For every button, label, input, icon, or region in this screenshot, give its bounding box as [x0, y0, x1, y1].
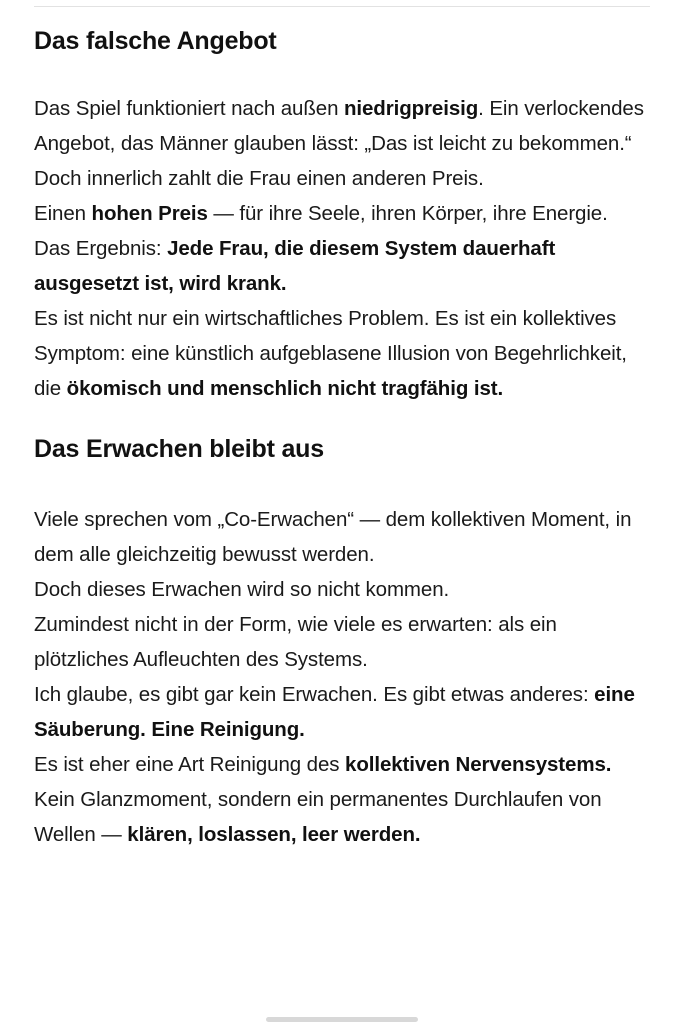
body-text: Kein Glanzmoment, sondern ein permanentes Durchlaufen von Wellen — [34, 787, 602, 846]
body-text: Das Ergebnis: [34, 237, 168, 261]
body-text: Ich glaube, es gibt gar kein Erwachen. Es gibt etwas anderes: [34, 682, 595, 706]
body-text: . Ein verlockendes Angebot, das Männer glauben lässt: „Das ist leicht zu bekommen.“ [34, 97, 644, 156]
paragraph [34, 747, 650, 782]
emphasis-text: klären, loslassen, leer werden. [127, 822, 421, 846]
paragraph [34, 161, 650, 196]
paragraph [34, 91, 650, 161]
body-text: Viele sprechen vom „Co-Erwachen“ — dem kollektiven Moment, in dem alle gleichzeitig bewusst werden. [34, 507, 632, 566]
body-text: Doch innerlich zahlt die Frau einen anderen Preis. [34, 167, 484, 191]
body-text: Es ist eher eine Art Reinigung des [34, 752, 346, 776]
emphasis-text: eine Säuberung. Eine Reinigung. [34, 682, 635, 741]
section-body-erwachen-bleibt-aus [34, 502, 650, 852]
emphasis-text: kollektiven Nervensystems. [345, 752, 612, 776]
home-indicator [266, 1017, 418, 1022]
paragraph [34, 196, 650, 231]
paragraph [34, 301, 650, 406]
emphasis-text: hohen Preis [91, 202, 208, 226]
top-divider [34, 6, 650, 7]
paragraph [34, 677, 650, 747]
section-heading-falsche-angebot: Das falsche Angebot [34, 27, 277, 55]
paragraph [34, 607, 650, 677]
section-body-falsche-angebot [34, 91, 650, 406]
body-text: — für ihre Seele, ihren Körper, ihre Energie. [207, 202, 608, 226]
emphasis-text: niedrigpreisig [343, 97, 479, 121]
paragraph [34, 782, 650, 852]
emphasis-text: ökomisch und menschlich nicht tragfähig ist. [66, 377, 504, 401]
paragraph [34, 572, 650, 607]
body-text: Einen [34, 202, 92, 226]
body-text: Doch dieses Erwachen wird so nicht kommen. [34, 577, 450, 601]
emphasis-text: Jede Frau, die diesem System dauerhaft ausgesetzt ist, wird krank. [34, 237, 556, 296]
paragraph [34, 231, 650, 301]
paragraph [34, 502, 650, 572]
body-text: Es ist nicht nur ein wirtschaftliches Problem. Es ist ein kollektives Symptom: eine künstlich aufgeblasene Illusion von Begehrlichkeit, die [34, 307, 627, 401]
body-text: Zumindest nicht in der Form, wie viele es erwarten: als ein plötzliches Aufleuchten des Systems. [34, 612, 557, 671]
section-heading-erwachen-bleibt-aus: Das Erwachen bleibt aus [34, 435, 324, 464]
body-text: Das Spiel funktioniert nach außen [34, 97, 344, 121]
